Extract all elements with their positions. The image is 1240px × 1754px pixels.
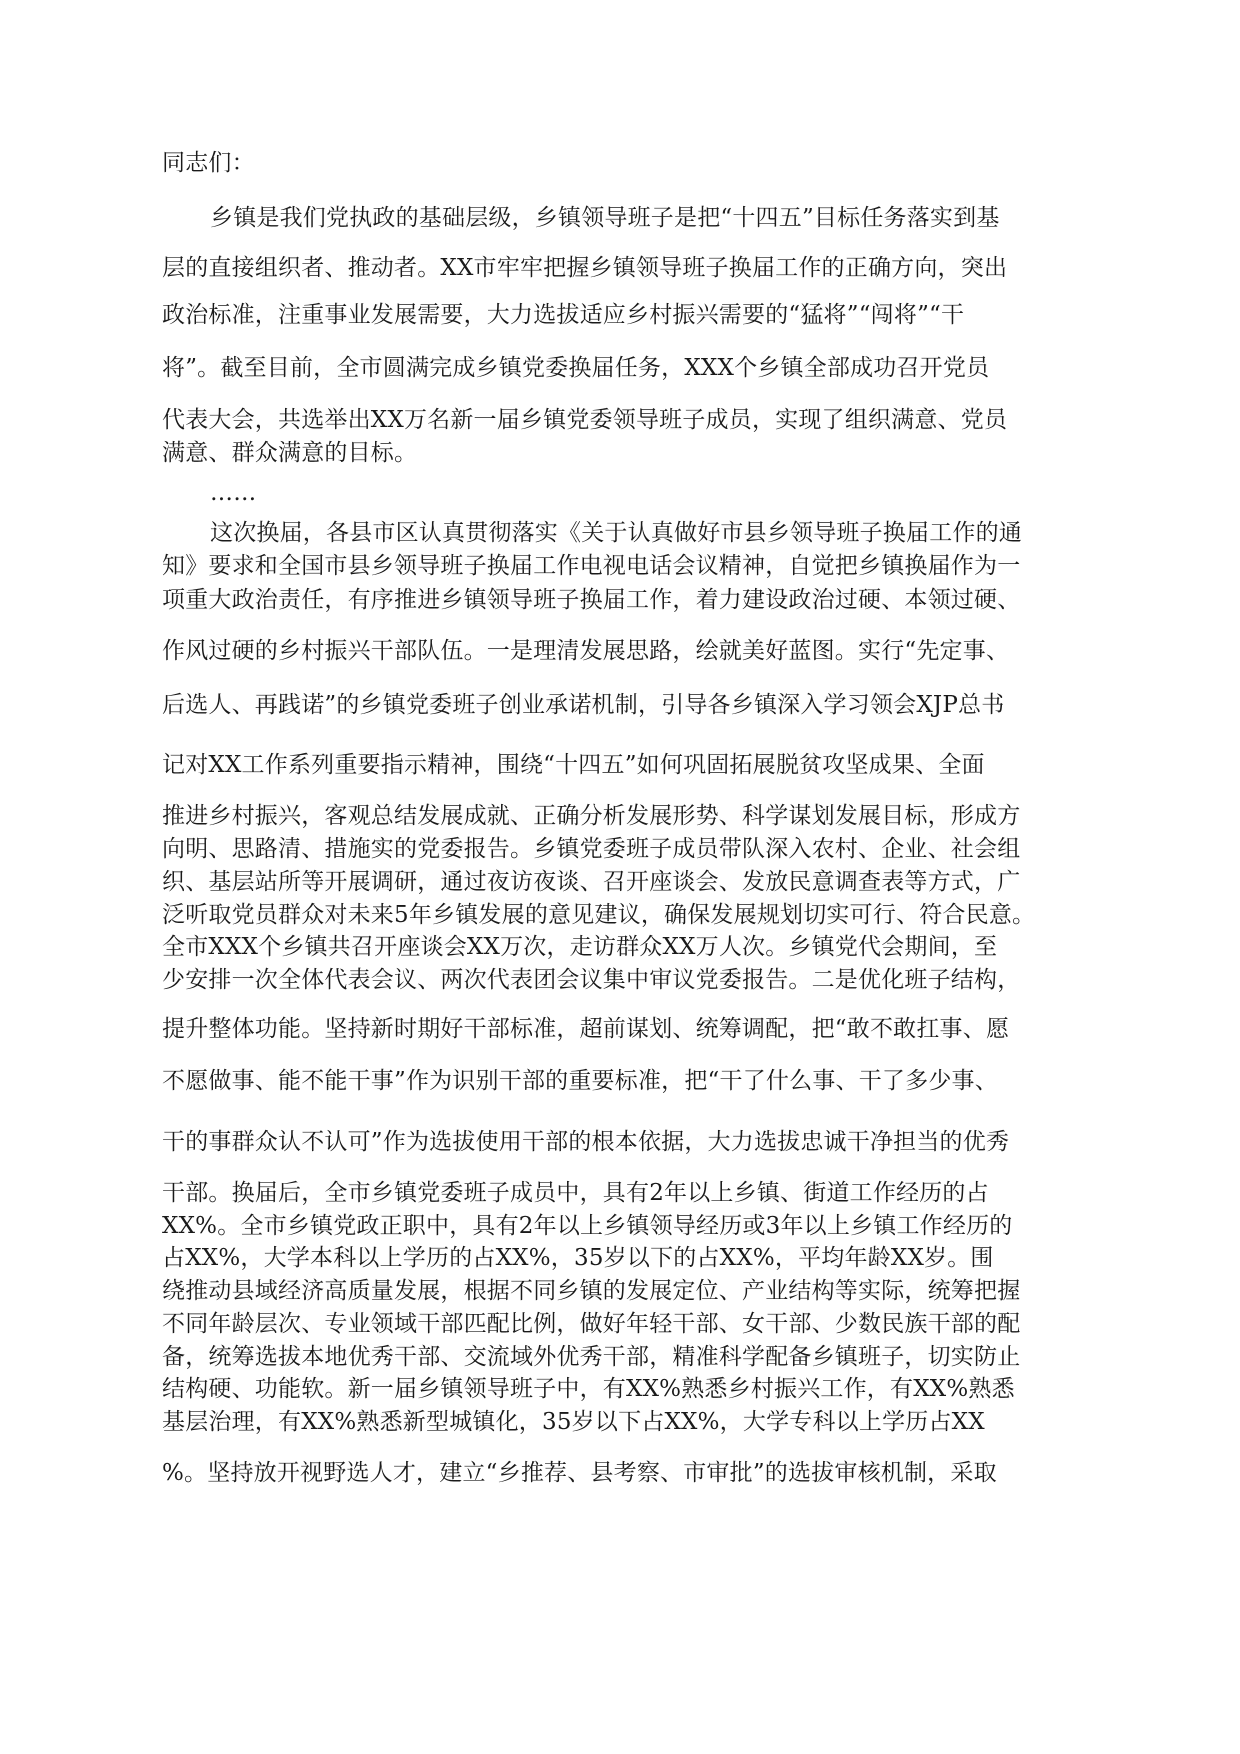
paragraph-line: 干部。换届后，全市乡镇党委班子成员中，具有2年以上乡镇、街道工作经历的占 [162,1180,989,1206]
paragraph-line: 不同年龄层次、专业领域干部匹配比例，做好年轻干部、女干部、少数民族干部的配 [162,1311,1021,1337]
paragraph-line: 结构硬、功能软。新一届乡镇领导班子中，有XX%熟悉乡村振兴工作，有XX%熟悉 [162,1376,1015,1402]
salutation: 同志们： [162,150,255,176]
paragraph-line: 层的直接组织者、推动者。XX市牢牢把握乡镇领导班子换届工作的正确方向，突出 [162,255,1008,281]
paragraph-line: 干的事群众认不认可”作为选拔使用干部的根本依据，大力选拔忠诚干净担当的优秀 [162,1129,1010,1155]
paragraph-line: 后选人、再践诺”的乡镇党委班子创业承诺机制，引导各乡镇深入学习领会XJP总书 [162,692,1005,718]
paragraph-line: 泛听取党员群众对未来5年乡镇发展的意见建议，确保发展规划切实可行、符合民意。 [162,902,1036,928]
paragraph-line: 提升整体功能。坚持新时期好干部标准，超前谋划、统筹调配，把“敢不敢扛事、愿 [162,1016,1010,1042]
paragraph-line: 项重大政治责任，有序推进乡镇领导班子换届工作，着力建设政治过硬、本领过硬、 [162,587,1021,613]
paragraph-line: 推进乡村振兴，客观总结发展成就、正确分析发展形势、科学谋划发展目标，形成方 [162,803,1021,829]
paragraph-line: 将”。截至目前，全市圆满完成乡镇党委换届任务，XXX个乡镇全部成功召开党员 [162,355,990,381]
paragraph-line: 政治标准，注重事业发展需要，大力选拔适应乡村振兴需要的“猛将”“闯将”“干 [162,302,965,328]
paragraph-line: XX%。全市乡镇党政正职中，具有2年以上乡镇领导经历或3年以上乡镇工作经历的 [162,1213,1013,1239]
paragraph-line: 知》要求和全国市县乡领导班子换届工作电视电话会议精神，自觉把乡镇换届作为一 [162,553,1021,579]
paragraph-line: 记对XX工作系列重要指示精神，围绕“十四五”如何巩固拓展脱贫攻坚成果、全面 [162,752,985,778]
paragraph-line: 织、基层站所等开展调研，通过夜访夜谈、召开座谈会、发放民意调查表等方式，广 [162,869,1021,895]
paragraph-line: 占XX%，大学本科以上学历的占XX%，35岁以下的占XX%，平均年龄XX岁。围 [162,1245,994,1271]
paragraph-line: 备，统筹选拔本地优秀干部、交流域外优秀干部，精准科学配备乡镇班子，切实防止 [162,1344,1021,1370]
ellipsis-line: …… [210,480,257,506]
paragraph-line: 少安排一次全体代表会议、两次代表团会议集中审议党委报告。二是优化班子结构， [162,967,1021,993]
paragraph-line: 作风过硬的乡村振兴干部队伍。一是理清发展思路，绘就美好蓝图。实行“先定事、 [162,638,1010,664]
paragraph-line: 全市XXX个乡镇共召开座谈会XX万次，走访群众XX万人次。乡镇党代会期间，至 [162,934,998,960]
paragraph-line: 基层治理，有XX%熟悉新型城镇化，35岁以下占XX%，大学专科以上学历占XX [162,1409,985,1435]
paragraph-line: 代表大会，共选举出XX万名新一届乡镇党委领导班子成员，实现了组织满意、党员 [162,407,1008,433]
paragraph-line: %。坚持放开视野选人才，建立“乡推荐、县考察、市审批”的选拔审核机制，采取 [162,1460,997,1486]
paragraph-line: 这次换届，各县市区认真贯彻落实《关于认真做好市县乡领导班子换届工作的通 [210,520,1022,546]
paragraph-line: 不愿做事、能不能干事”作为识别干部的重要标准，把“干了什么事、干了多少事、 [162,1068,998,1094]
paragraph-line: 乡镇是我们党执政的基础层级，乡镇领导班子是把“十四五”目标任务落实到基 [210,205,1000,231]
paragraph-line: 绕推动县域经济高质量发展，根据不同乡镇的发展定位、产业结构等实际，统筹把握 [162,1278,1021,1304]
paragraph-line: 满意、群众满意的目标。 [162,440,418,466]
paragraph-line: 向明、思路清、措施实的党委报告。乡镇党委班子成员带队深入农村、企业、社会组 [162,836,1021,862]
